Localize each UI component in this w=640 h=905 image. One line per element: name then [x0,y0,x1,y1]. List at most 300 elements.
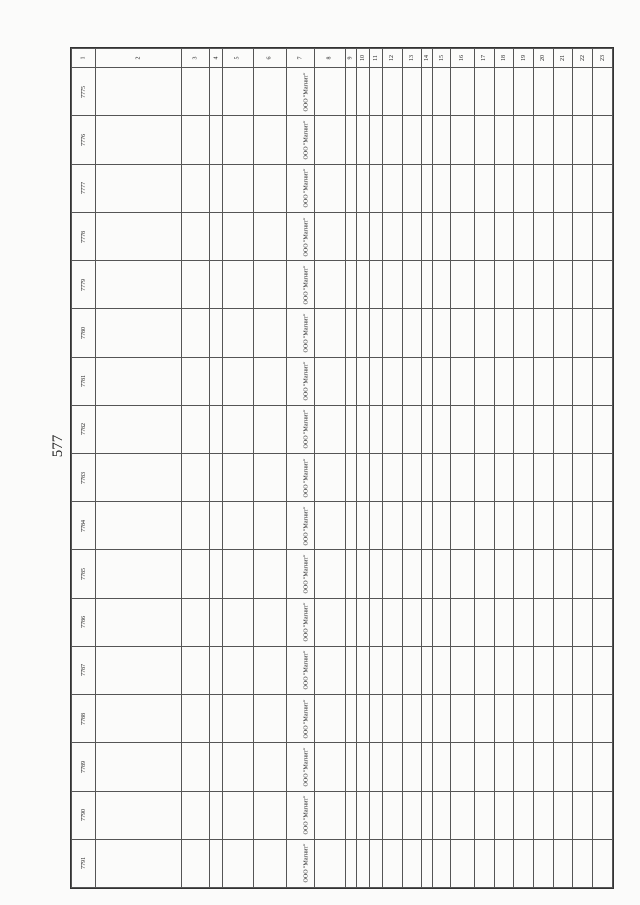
table-cell [494,116,514,164]
table-cell [382,164,402,212]
owner-name: ООО "Магнит" [303,409,310,449]
table-cell [356,743,369,791]
table-cell [433,743,451,791]
table-cell [593,261,613,309]
table-cell [474,646,494,694]
table-cell [593,309,613,357]
table-cell [96,550,181,598]
table-cell [253,261,286,309]
table-cell [534,502,554,550]
column-number [573,49,593,68]
table-row [72,116,613,164]
table-cell [573,309,593,357]
table-cell [253,164,286,212]
table-cell [573,405,593,453]
table-cell [534,743,554,791]
table-cell [96,164,181,212]
table-cell [382,839,402,887]
table-cell [514,453,534,501]
table-cell [593,357,613,405]
table-cell [433,116,451,164]
table-cell [494,598,514,646]
table-cell [253,695,286,743]
column-number [593,49,613,68]
table-cell [422,405,433,453]
row-number: 7778 [80,230,87,243]
table-cell [573,357,593,405]
registry-table [70,47,614,889]
column-number-row [72,49,613,68]
table-cell [253,405,286,453]
table-cell [356,646,369,694]
table-cell [96,791,181,839]
table-cell [72,453,96,501]
table-cell [534,68,554,116]
table-cell [402,743,422,791]
table-cell [209,357,222,405]
table-cell [369,646,382,694]
table-cell [593,116,613,164]
column-number [209,49,222,68]
table-cell [422,116,433,164]
table-cell [253,212,286,260]
table-cell [534,453,554,501]
table-cell [494,791,514,839]
table-cell [223,646,254,694]
table-cell [573,598,593,646]
table-cell [382,646,402,694]
table-cell [514,164,534,212]
table-cell [96,309,181,357]
table-cell [382,598,402,646]
table-cell [514,550,534,598]
table-cell [72,743,96,791]
table-cell [356,453,369,501]
table-cell [181,839,209,887]
table-cell [494,357,514,405]
table-cell [514,502,534,550]
table-cell [345,212,356,260]
table-cell [402,791,422,839]
table-cell [209,212,222,260]
table-cell [96,598,181,646]
table-cell [72,550,96,598]
table-cell [286,116,314,164]
table-cell [450,598,474,646]
table-cell [356,164,369,212]
table-cell [450,695,474,743]
table-cell [433,502,451,550]
table-cell [573,743,593,791]
table-cell [494,309,514,357]
owner-name: ООО "Магнит" [303,843,310,883]
table-cell [573,453,593,501]
table-cell [356,695,369,743]
table-cell [593,550,613,598]
column-number [369,49,382,68]
table-cell [253,791,286,839]
table-cell [356,405,369,453]
table-cell [534,550,554,598]
table-cell [514,309,534,357]
column-number [72,49,96,68]
owner-name: ООО "Магнит" [303,72,310,112]
table-cell [96,502,181,550]
table-cell [345,550,356,598]
table-cell [474,357,494,405]
table-cell [553,695,573,743]
column-number-text: 21 [560,55,567,62]
table-cell [474,68,494,116]
table-cell [474,164,494,212]
table-cell [553,453,573,501]
table-cell [422,646,433,694]
column-number [286,49,314,68]
table-cell [514,357,534,405]
column-number [356,49,369,68]
table-cell [593,791,613,839]
column-number [96,49,181,68]
table-cell [253,839,286,887]
table-cell [450,357,474,405]
table-cell [72,357,96,405]
table-cell [253,309,286,357]
table-row [72,695,613,743]
table-cell [96,212,181,260]
table-row [72,309,613,357]
table-cell [345,309,356,357]
table-cell [369,164,382,212]
table-cell [181,309,209,357]
table-cell [209,839,222,887]
table-cell [494,212,514,260]
table-cell [422,212,433,260]
table-cell [209,405,222,453]
table-cell [315,261,346,309]
table-cell [181,261,209,309]
table-cell [345,357,356,405]
table-cell [253,68,286,116]
table-cell [181,791,209,839]
table-cell [514,598,534,646]
table-row [72,164,613,212]
table-cell [422,695,433,743]
table-cell [573,646,593,694]
table-cell [593,646,613,694]
table-cell [474,839,494,887]
column-number-text: 1 [80,56,87,60]
table-cell [315,743,346,791]
table-cell [315,646,346,694]
table-cell [433,212,451,260]
owner-name: ООО "Магнит" [303,699,310,739]
table-cell [433,357,451,405]
table-cell [315,839,346,887]
table-cell [286,405,314,453]
table-cell [382,453,402,501]
table-cell [553,839,573,887]
table-cell [345,453,356,501]
table-cell [96,68,181,116]
owner-name: ООО "Магнит" [303,651,310,690]
table-cell [402,357,422,405]
table-cell [433,695,451,743]
table-cell [422,791,433,839]
table-cell [534,261,554,309]
table-cell [356,116,369,164]
column-number-text: 19 [520,55,527,62]
column-number-text: 13 [409,55,416,62]
table-cell [474,309,494,357]
table-cell [286,839,314,887]
table-cell [514,743,534,791]
table-cell [382,405,402,453]
table-cell [72,791,96,839]
table-cell [494,405,514,453]
table-cell [553,116,573,164]
table-cell [315,116,346,164]
table-cell [369,68,382,116]
table-cell [514,261,534,309]
table-cell [286,68,314,116]
table-cell [315,791,346,839]
table-cell [181,453,209,501]
table-cell [253,453,286,501]
table-cell [553,502,573,550]
table-cell [223,743,254,791]
table-cell [345,116,356,164]
table-cell [181,743,209,791]
table-cell [422,839,433,887]
row-number: 7784 [80,519,87,532]
table-cell [356,598,369,646]
table-cell [553,164,573,212]
table-cell [345,839,356,887]
table-cell [223,116,254,164]
column-number-text: 4 [213,56,220,60]
table-row [72,357,613,405]
table-cell [422,453,433,501]
table-cell [286,646,314,694]
column-number [402,49,422,68]
table-cell [494,261,514,309]
table-cell [450,164,474,212]
table-cell [72,598,96,646]
column-number-text: 16 [459,55,466,62]
table-cell [72,502,96,550]
table-cell [433,791,451,839]
table-cell [450,453,474,501]
table-cell [223,791,254,839]
table-cell [345,502,356,550]
table-cell [433,261,451,309]
row-number: 7790 [80,809,87,822]
table-cell [356,791,369,839]
table-row [72,791,613,839]
table-cell [286,453,314,501]
column-number [553,49,573,68]
table-cell [356,309,369,357]
table-cell [514,695,534,743]
table-cell [474,116,494,164]
table-cell [593,695,613,743]
table-cell [369,550,382,598]
table-cell [534,791,554,839]
table-cell [382,309,402,357]
table-cell [553,405,573,453]
table-cell [181,502,209,550]
table-cell [223,261,254,309]
table-cell [433,598,451,646]
table-cell [433,68,451,116]
table-cell [209,116,222,164]
table-cell [72,116,96,164]
table-cell [433,309,451,357]
table-cell [593,502,613,550]
row-number: 7786 [80,616,87,629]
table-cell [315,68,346,116]
row-number: 7776 [80,134,87,147]
table-cell [253,116,286,164]
table-cell [286,791,314,839]
table-cell [402,695,422,743]
table-cell [72,212,96,260]
table-cell [553,357,573,405]
table-cell [356,357,369,405]
table-cell [209,68,222,116]
table-cell [402,116,422,164]
table-cell [534,164,554,212]
row-number: 7788 [80,712,87,725]
table-cell [253,598,286,646]
table-cell [382,550,402,598]
table-cell [315,550,346,598]
table-cell [369,116,382,164]
table-cell [593,598,613,646]
table-cell [253,550,286,598]
owner-name: ООО "Магнит" [303,168,310,208]
owner-name: ООО "Магнит" [303,313,310,353]
column-number-text: 6 [266,56,273,60]
row-number: 7779 [80,278,87,291]
table-cell [181,212,209,260]
table-cell [494,695,514,743]
table-cell [553,646,573,694]
table-cell [494,68,514,116]
table-cell [474,598,494,646]
column-number [433,49,451,68]
table-cell [422,743,433,791]
table-cell [96,646,181,694]
column-number [345,49,356,68]
table-cell [494,550,514,598]
column-number [315,49,346,68]
table-cell [534,598,554,646]
table-cell [534,309,554,357]
table-cell [96,839,181,887]
table-cell [356,839,369,887]
table-cell [474,261,494,309]
table-cell [96,695,181,743]
table-cell [209,550,222,598]
column-number [422,49,433,68]
table-cell [573,212,593,260]
column-number-text: 20 [540,55,547,62]
column-number-text: 7 [297,56,304,60]
table-cell [369,598,382,646]
table-cell [315,453,346,501]
table-cell [402,212,422,260]
table-cell [494,453,514,501]
row-number: 7780 [80,326,87,339]
table-cell [593,68,613,116]
table-row [72,68,613,116]
table-cell [345,598,356,646]
table-cell [573,68,593,116]
table-row [72,550,613,598]
table-cell [573,164,593,212]
owner-name: ООО "Магнит" [303,217,310,256]
table-cell [223,309,254,357]
table-cell [433,839,451,887]
table-cell [209,309,222,357]
table-cell [433,550,451,598]
owner-name: ООО "Магнит" [303,506,310,546]
table-cell [181,695,209,743]
table-cell [315,357,346,405]
column-number-text: 18 [500,55,507,62]
table-cell [422,261,433,309]
column-number-text: 3 [192,56,199,60]
table-cell [402,309,422,357]
table-cell [253,743,286,791]
table-row [72,743,613,791]
table-cell [345,791,356,839]
table-cell [72,405,96,453]
table-cell [72,695,96,743]
table-cell [345,646,356,694]
table-cell [402,68,422,116]
table-cell [422,598,433,646]
table-cell [553,598,573,646]
table-cell [474,502,494,550]
table-cell [286,550,314,598]
table-cell [96,357,181,405]
table-cell [315,502,346,550]
table-cell [514,646,534,694]
table-cell [450,839,474,887]
table-row [72,839,613,887]
table-cell [433,453,451,501]
row-number: 7785 [80,568,87,581]
column-number-text: 9 [347,56,354,60]
table-cell [223,212,254,260]
column-number-text: 8 [326,56,333,60]
table-cell [534,695,554,743]
column-number [534,49,554,68]
column-number-text: 22 [579,55,586,62]
table-cell [382,791,402,839]
table-cell [474,212,494,260]
table-cell [181,357,209,405]
table-cell [356,550,369,598]
table-cell [72,839,96,887]
table-cell [450,502,474,550]
table-cell [553,212,573,260]
table-cell [474,453,494,501]
table-row [72,212,613,260]
column-number-text: 15 [438,55,445,62]
